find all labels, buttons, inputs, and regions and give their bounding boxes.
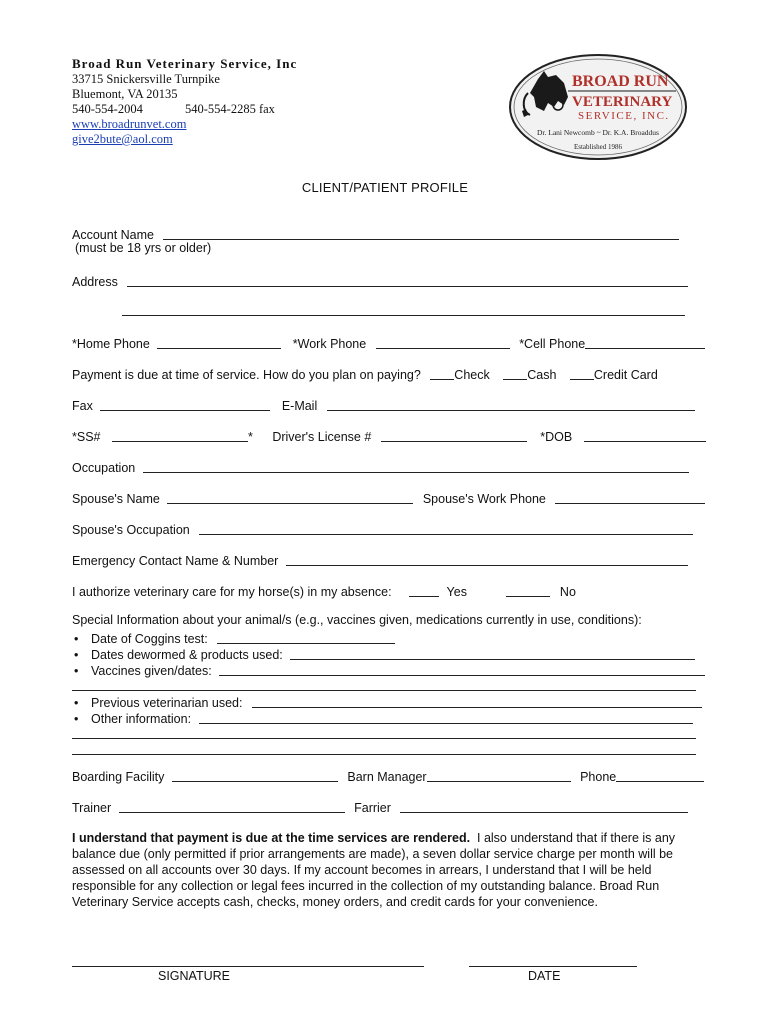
account-name-note: (must be 18 yrs or older) bbox=[75, 241, 212, 255]
pay-credit-checkbox[interactable] bbox=[570, 366, 594, 380]
business-header bbox=[72, 56, 432, 147]
payment-question: Payment is due at time of service. How do you plan on paying? bbox=[72, 368, 421, 382]
spouse-work-phone-field[interactable] bbox=[555, 490, 705, 504]
special-info-heading: Special Information about your animal/s (e.g., vaccines given, medications currently in use, conditions): bbox=[72, 613, 642, 627]
pay-credit-label: Credit Card bbox=[593, 368, 658, 382]
trainer-label: Trainer bbox=[72, 801, 112, 815]
pay-check-label: Check bbox=[454, 368, 490, 382]
address-field-line-1[interactable] bbox=[127, 273, 688, 287]
trainer-farrier-row bbox=[72, 798, 688, 815]
logo-line-veterinary: VETERINARY bbox=[572, 94, 673, 110]
emergency-contact-field[interactable] bbox=[286, 552, 688, 566]
spouse-name-field[interactable] bbox=[167, 490, 413, 504]
spouse-occupation-row bbox=[72, 520, 693, 537]
account-name-field[interactable] bbox=[163, 226, 679, 240]
dob-field[interactable] bbox=[584, 428, 706, 442]
payment-row bbox=[72, 365, 658, 382]
trainer-field[interactable] bbox=[119, 799, 345, 813]
account-name-label: Account Name bbox=[72, 228, 154, 242]
dob-label: *DOB bbox=[540, 430, 573, 444]
address-field-line-2[interactable] bbox=[122, 315, 685, 316]
home-phone-label: *Home Phone bbox=[72, 337, 150, 351]
previous-vet-field[interactable] bbox=[252, 694, 702, 708]
email-label: E-Mail bbox=[281, 399, 318, 413]
dewormed-label: Dates dewormed & products used: bbox=[91, 648, 283, 662]
account-name-row bbox=[72, 225, 679, 242]
city-state-zip: Bluemont, VA 20135 bbox=[72, 87, 178, 101]
logo-established: Established 1986 bbox=[573, 143, 623, 151]
authorize-row bbox=[72, 582, 576, 599]
email-link[interactable]: give2bute@aol.com bbox=[72, 132, 173, 146]
ss-field[interactable] bbox=[112, 428, 248, 442]
date-label: DATE bbox=[528, 969, 561, 983]
fax-number: 540-554-2285 fax bbox=[185, 102, 275, 116]
authorize-no-checkbox[interactable] bbox=[506, 583, 550, 597]
authorize-no-label: No bbox=[559, 585, 576, 599]
form-title: CLIENT/PATIENT PROFILE bbox=[301, 180, 469, 195]
ss-dl-dob-row bbox=[72, 427, 706, 444]
logo-line-service: SERVICE, INC. bbox=[578, 110, 670, 122]
logo-doctors: Dr. Lani Newcomb ~ Dr. K.A. Broaddus bbox=[537, 128, 659, 137]
work-phone-label: *Work Phone bbox=[292, 337, 367, 351]
previous-vet-item: • Previous veterinarian used: bbox=[74, 693, 702, 710]
coggins-field[interactable] bbox=[217, 630, 395, 644]
pay-cash-checkbox[interactable] bbox=[503, 366, 527, 380]
phones-row bbox=[72, 334, 705, 351]
other-info-field-line-3[interactable] bbox=[72, 754, 696, 755]
authorize-yes-checkbox[interactable] bbox=[409, 583, 439, 597]
cell-phone-label: *Cell Phone bbox=[519, 337, 586, 351]
vaccines-item: • Vaccines given/dates: bbox=[74, 661, 705, 678]
coggins-item: • Date of Coggins test: bbox=[74, 629, 395, 646]
date-line[interactable] bbox=[469, 966, 637, 967]
dewormed-item: • Dates dewormed & products used: bbox=[74, 645, 695, 662]
ss-label: *SS# bbox=[72, 430, 101, 444]
payment-policy-text: I also understand that if there is any balance due (only permitted if prior arrangements are made), a seven dollar service charge per month will be assessed on all accounts over 30 days. If my account becomes in arrears, I understand that I will be held responsible for any collection or legal fees incurred in the collection of my outstanding balance. Broad Run Veterinary Service accepts cash, checks, money orders, and credit cards for your convenience. bbox=[72, 831, 676, 909]
barn-manager-field[interactable] bbox=[427, 768, 571, 782]
occupation-row bbox=[72, 458, 689, 475]
other-info-item: • Other information: bbox=[74, 709, 693, 726]
street-address: 33715 Snickersville Turnpike bbox=[72, 72, 220, 86]
cell-phone-field[interactable] bbox=[585, 335, 705, 349]
barn-manager-label: Barn Manager bbox=[347, 770, 427, 784]
ss-required-star: * bbox=[247, 430, 253, 444]
other-info-field-line-2[interactable] bbox=[72, 738, 696, 739]
spouse-occupation-field[interactable] bbox=[199, 521, 693, 535]
boarding-row bbox=[72, 767, 704, 784]
address-label: Address bbox=[72, 275, 118, 289]
website-link[interactable]: www.broadrunvet.com bbox=[72, 117, 187, 131]
pay-cash-label: Cash bbox=[527, 368, 557, 382]
fax-email-row bbox=[72, 396, 695, 413]
payment-policy bbox=[72, 830, 702, 910]
logo-line-broad-run: BROAD RUN bbox=[572, 73, 669, 90]
drivers-license-field[interactable] bbox=[381, 428, 527, 442]
phone-number: 540-554-2004 bbox=[72, 102, 143, 116]
boarding-label: Boarding Facility bbox=[72, 770, 165, 784]
farrier-field[interactable] bbox=[400, 799, 688, 813]
signature-label: SIGNATURE bbox=[158, 969, 230, 983]
fax-label: Fax bbox=[72, 399, 93, 413]
address-row bbox=[72, 272, 688, 289]
previous-vet-label: Previous veterinarian used: bbox=[91, 696, 243, 710]
fax-field[interactable] bbox=[100, 397, 270, 411]
farrier-label: Farrier bbox=[354, 801, 391, 815]
authorize-yes-label: Yes bbox=[446, 585, 467, 599]
drivers-license-label: Driver's License # bbox=[272, 430, 372, 444]
pay-check-checkbox[interactable] bbox=[430, 366, 454, 380]
other-info-label: Other information: bbox=[91, 712, 192, 726]
occupation-label: Occupation bbox=[72, 461, 136, 475]
vaccines-field[interactable] bbox=[219, 662, 705, 676]
phone-field[interactable] bbox=[616, 768, 704, 782]
phone-fax-row bbox=[72, 102, 432, 117]
occupation-field[interactable] bbox=[143, 459, 689, 473]
email-field[interactable] bbox=[327, 397, 695, 411]
business-name: Broad Run Veterinary Service, Inc bbox=[72, 56, 298, 71]
vaccines-field-line-2[interactable] bbox=[72, 690, 696, 691]
payment-policy-bold: I understand that payment is due at the time services are rendered. bbox=[72, 831, 471, 845]
spouse-work-phone-label: Spouse's Work Phone bbox=[422, 492, 546, 506]
other-info-field[interactable] bbox=[199, 710, 693, 724]
spouse-occupation-label: Spouse's Occupation bbox=[72, 523, 190, 537]
home-phone-field[interactable] bbox=[157, 335, 281, 349]
emergency-contact-label: Emergency Contact Name & Number bbox=[72, 554, 279, 568]
emergency-contact-row bbox=[72, 551, 688, 568]
authorize-label: I authorize veterinary care for my horse(s) in my absence: bbox=[72, 585, 392, 599]
work-phone-field[interactable] bbox=[376, 335, 510, 349]
spouse-row bbox=[72, 489, 705, 506]
phone-label: Phone bbox=[580, 770, 617, 784]
dewormed-field[interactable] bbox=[290, 646, 695, 660]
broad-run-logo bbox=[508, 53, 688, 161]
spouse-name-label: Spouse's Name bbox=[72, 492, 160, 506]
coggins-label: Date of Coggins test: bbox=[91, 632, 208, 646]
signature-line[interactable] bbox=[72, 966, 424, 967]
vaccines-label: Vaccines given/dates: bbox=[91, 664, 212, 678]
boarding-field[interactable] bbox=[172, 768, 338, 782]
